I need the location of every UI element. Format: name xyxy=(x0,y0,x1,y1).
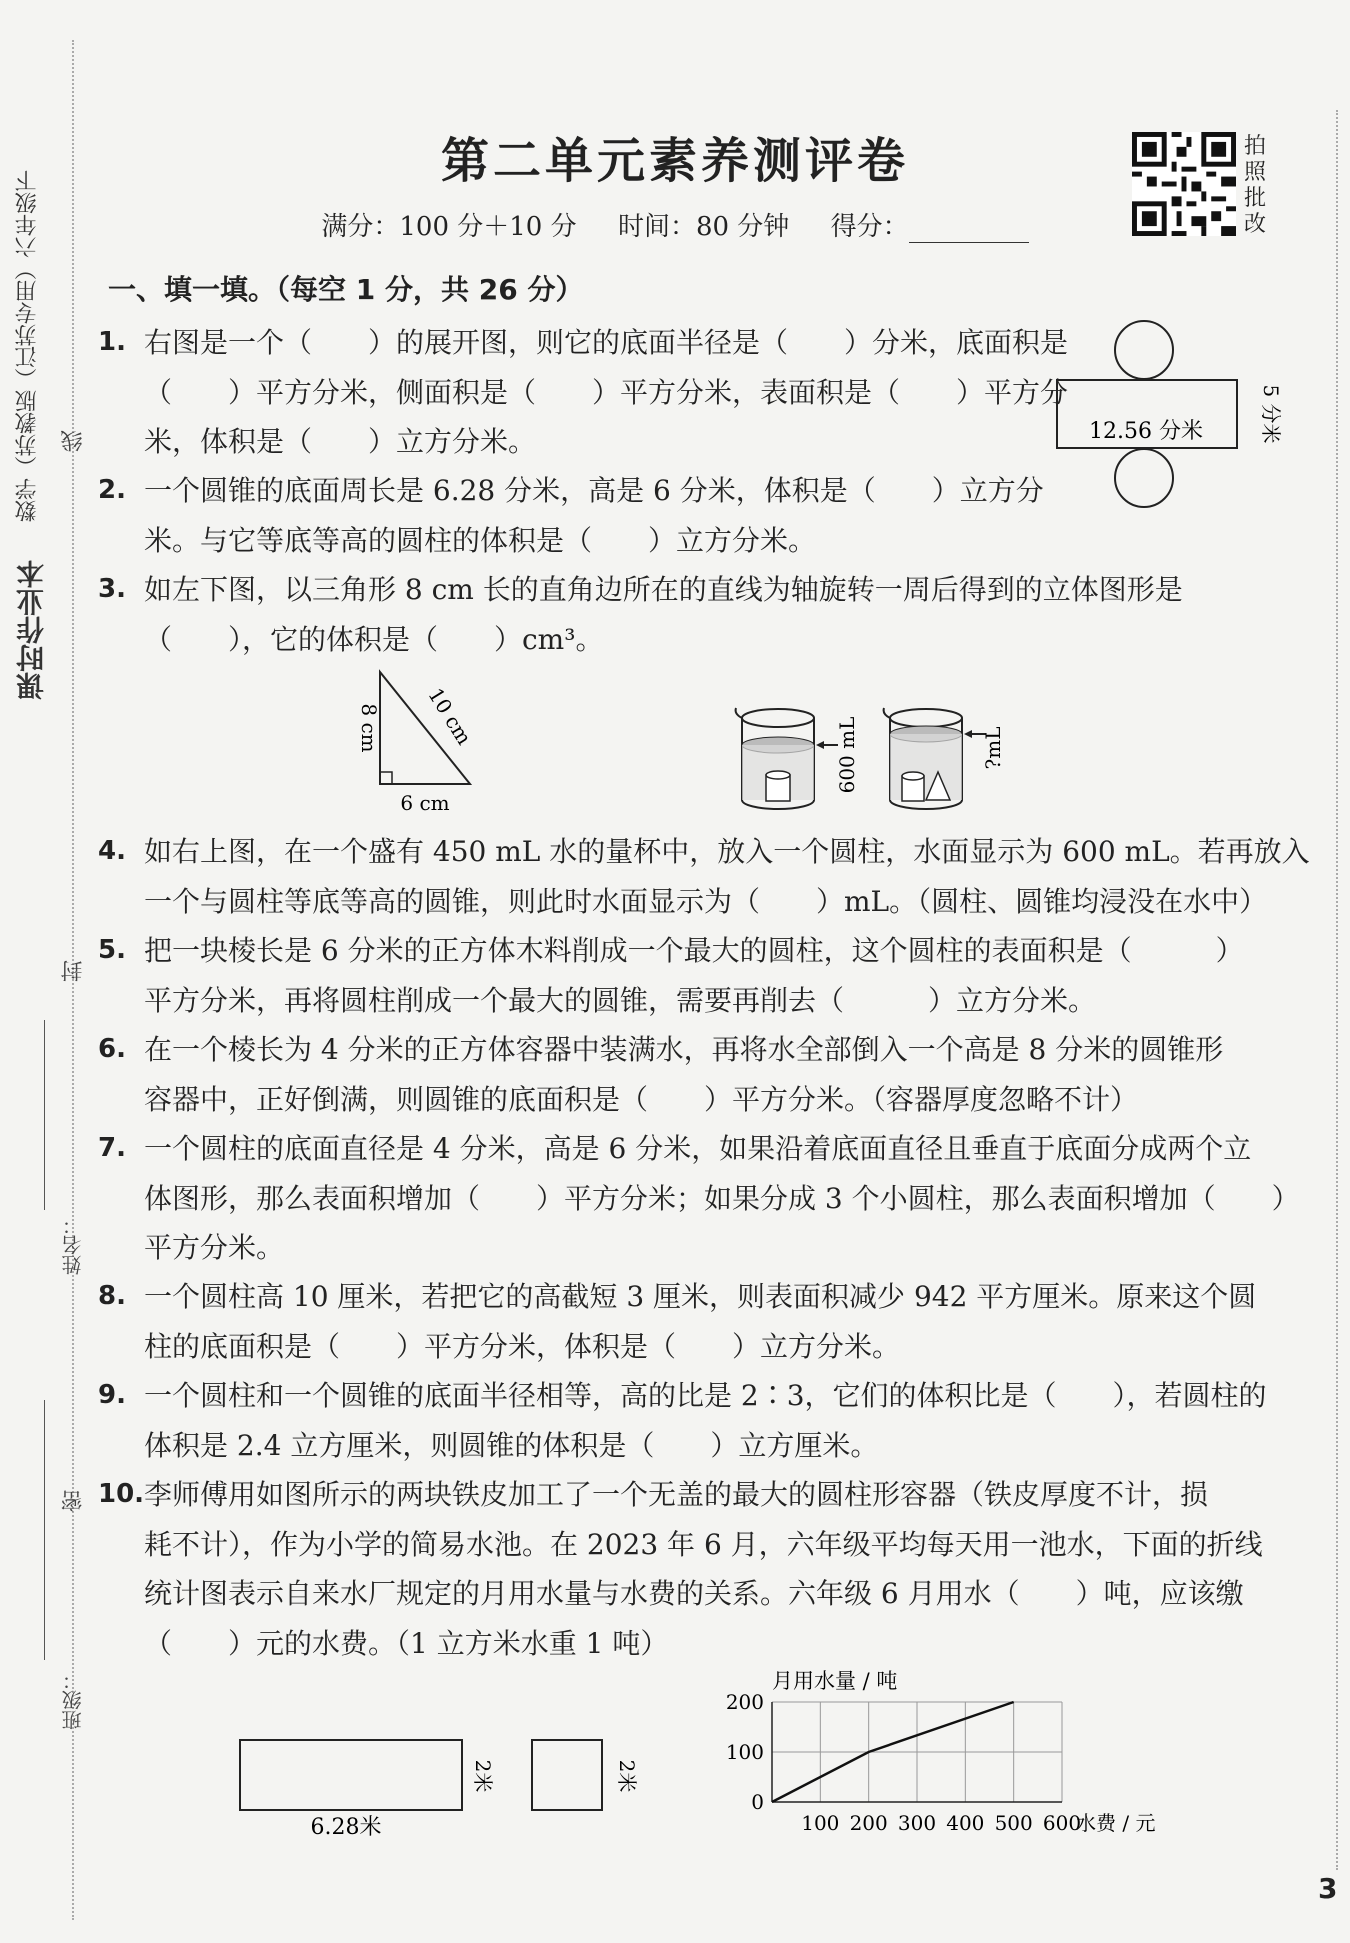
question-number: 10. xyxy=(98,1479,145,1509)
question-text xyxy=(144,466,1044,565)
question-number: 6. xyxy=(98,1034,126,1064)
question-text xyxy=(144,1470,1263,1668)
question-text xyxy=(144,565,1183,664)
cup-with-cylinder-and-cone xyxy=(884,708,1005,809)
y-tick-label: 100 xyxy=(725,1740,764,1764)
question-line: 一个圆锥的底面周长是 6.28 分米，高是 6 分米，体积是（ ）立方分 xyxy=(144,474,1044,507)
triangle-base-label: 6 cm xyxy=(400,791,450,815)
question-3 xyxy=(98,565,1183,664)
x-tick-label: 200 xyxy=(849,1811,888,1835)
brand-text: 课时作业本 xyxy=(15,560,48,700)
question-text xyxy=(144,1371,1267,1470)
question-line: 平方分米，再将圆柱削成一个最大的圆锥，需要再削去（ ）立方分米。 xyxy=(144,983,1097,1017)
question-line: 容器中，正好倒满，则圆锥的底面积是（ ）平方分米。（容器厚度忽略不计） xyxy=(144,1082,1139,1116)
class-blank xyxy=(44,1400,45,1660)
question-line: 统计图表示自来水厂规定的月用水量与水费的关系。六年级 6 月用水（ ）吨，应该缴 xyxy=(144,1577,1244,1610)
question-text xyxy=(144,318,1068,467)
right-angle-mark xyxy=(380,772,392,784)
question-text xyxy=(144,827,1310,926)
sheet1-width-label: 6.28米 xyxy=(310,1815,382,1840)
qr-caption: 拍照批改 xyxy=(1244,134,1267,237)
x-tick-label: 600 xyxy=(1042,1811,1082,1835)
time-limit: 时间：80 分钟 xyxy=(617,212,790,242)
question-line: 米。与它等底等高的圆柱的体积是（ ）立方分米。 xyxy=(144,523,817,557)
full-score: 满分：100 分＋10 分 xyxy=(321,212,577,242)
question-number: 8. xyxy=(98,1281,126,1311)
net-height-label: 5 分米 xyxy=(1259,384,1283,444)
question-6 xyxy=(98,1025,1223,1124)
question-1 xyxy=(98,318,1068,467)
name-blank xyxy=(44,1020,45,1210)
question-line: 在一个棱长为 4 分米的正方体容器中装满水，再将水全部倒入一个高是 8 分米的圆锥形 xyxy=(144,1033,1224,1066)
cup-with-cylinder xyxy=(736,708,859,809)
question-line: 把一块棱长是 6 分米的正方体木料削成一个最大的圆柱，这个圆柱的表面积是（ ） xyxy=(144,934,1244,967)
cylinder-net-figure xyxy=(1050,318,1283,518)
question-number: 5. xyxy=(98,935,126,965)
top-circle xyxy=(1115,321,1173,379)
question-line: （ ），它的体积是（ ）cm³。 xyxy=(144,622,604,656)
chart-xlabel: 水费 / 元 xyxy=(1076,1811,1156,1835)
question-line: 一个与圆柱等底等高的圆锥，则此时水面显示为（ ）mL。（圆柱、圆锥均浸没在水中） xyxy=(144,884,1268,918)
question-line: （ ）元的水费。（1 立方米水重 1 吨） xyxy=(144,1626,669,1660)
question-line: 柱的底面积是（ ）平方分米，体积是（ ）立方分米。 xyxy=(144,1329,901,1363)
bottom-circle xyxy=(1115,449,1173,507)
question-line: 体积是 2.4 立方厘米，则圆锥的体积是（ ）立方厘米。 xyxy=(144,1428,879,1462)
y-tick-label: 200 xyxy=(725,1690,764,1714)
sheet2-height-label: 2米 xyxy=(615,1759,639,1793)
sheet1-height-label: 2米 xyxy=(471,1759,495,1793)
question-number: 9. xyxy=(98,1380,126,1410)
question-10 xyxy=(98,1470,1263,1668)
question-text xyxy=(144,1124,1300,1273)
seal-mark-feng: 封 xyxy=(61,960,86,982)
question-number: 3. xyxy=(98,574,126,604)
x-tick-label: 300 xyxy=(897,1811,937,1835)
net-width-label: 12.56 分米 xyxy=(1089,419,1203,444)
question-4 xyxy=(98,827,1310,926)
question-2 xyxy=(98,466,1044,565)
question-number: 1. xyxy=(98,327,126,357)
name-label: 姓名： xyxy=(61,1215,85,1275)
question-line: 右图是一个（ ）的展开图，则它的底面半径是（ ）分米，底面积是 xyxy=(144,326,1069,359)
square-sheet xyxy=(532,1740,602,1810)
page-number: 3 xyxy=(1318,1872,1338,1905)
water-fee-line-chart xyxy=(712,1664,1212,1844)
question-text xyxy=(144,926,1244,1025)
score-blank[interactable] xyxy=(909,218,1029,243)
question-line: 体图形，那么表面积增加（ ）平方分米；如果分成 3 个小圆柱，那么表面积增加（ ） xyxy=(144,1181,1300,1215)
question-line: 一个圆柱高 10 厘米，若把它的高截短 3 厘米，则表面积减少 942 平方厘米。原来这个圆 xyxy=(144,1280,1257,1313)
question-line: 平方分米。 xyxy=(144,1231,285,1264)
question-text xyxy=(144,1025,1223,1124)
rectangle-sheet xyxy=(240,1740,462,1810)
score-label: 得分： xyxy=(830,212,909,242)
question-9 xyxy=(98,1371,1267,1470)
right-margin-line xyxy=(1336,110,1338,1870)
question-line: 一个圆柱和一个圆锥的底面半径相等，高的比是 2∶3，它们的体积比是（ ），若圆柱的 xyxy=(144,1379,1267,1412)
x-tick-label: 100 xyxy=(801,1811,840,1835)
cup1-volume-label: 600 mL xyxy=(835,716,859,794)
subject-text: 数学（苏教版（江苏专用）六年级下 xyxy=(15,170,40,522)
question-number: 4. xyxy=(98,836,126,866)
question-line: 一个圆柱的底面直径是 4 分米，高是 6 分米，如果沿着底面直径且垂直于底面分成两个立 xyxy=(144,1132,1252,1165)
section-title: 一、填一填。（每空 1 分，共 26 分） xyxy=(108,273,584,306)
class-label: 班级： xyxy=(61,1670,85,1730)
qr-code-icon[interactable] xyxy=(1132,132,1236,236)
question-line: 耗不计），作为小学的简易水池。在 2023 年 6 月，六年级平均每天用一池水，下面的折线 xyxy=(144,1527,1263,1561)
iron-sheets-figure xyxy=(228,1730,648,1840)
x-tick-label: 500 xyxy=(994,1811,1033,1835)
question-5 xyxy=(98,926,1244,1025)
question-line: 如右上图，在一个盛有 450 mL 水的量杯中，放入一个圆柱，水面显示为 600 mL。若再放入 xyxy=(144,835,1310,868)
question-line: 如左下图，以三角形 8 cm 长的直角边所在的直线为轴旋转一周后得到的立体图形是 xyxy=(144,573,1183,606)
question-line: （ ）平方分米，侧面积是（ ）平方分米，表面积是（ ）平方分 xyxy=(144,375,1069,409)
question-number: 2. xyxy=(98,475,126,505)
page-title: 第二单元素养测评卷 xyxy=(440,133,909,189)
seal-mark-line: 线 xyxy=(61,430,86,452)
question-8 xyxy=(98,1272,1256,1371)
question-line: 李师傅用如图所示的两块铁皮加工了一个无盖的最大的圆柱形容器（铁皮厚度不计，损 xyxy=(144,1478,1209,1511)
measuring-cups-figure xyxy=(730,700,1030,820)
question-text xyxy=(144,1272,1256,1371)
triangle-hypotenuse-label: 10 cm xyxy=(423,683,477,749)
seal-mark-mi: 密 xyxy=(61,1490,86,1512)
question-7 xyxy=(98,1124,1300,1273)
question-line: 米，体积是（ ）立方分米。 xyxy=(144,425,537,458)
chart-ylabel: 月用水量 / 吨 xyxy=(772,1669,898,1693)
triangle-figure xyxy=(340,660,500,820)
triangle-leg-label: 8 cm xyxy=(357,703,381,753)
question-number: 7. xyxy=(98,1133,126,1163)
cup2-volume-label: ?mL xyxy=(981,726,1005,770)
x-tick-label: 400 xyxy=(946,1811,985,1835)
y-tick-label: 0 xyxy=(751,1790,764,1814)
